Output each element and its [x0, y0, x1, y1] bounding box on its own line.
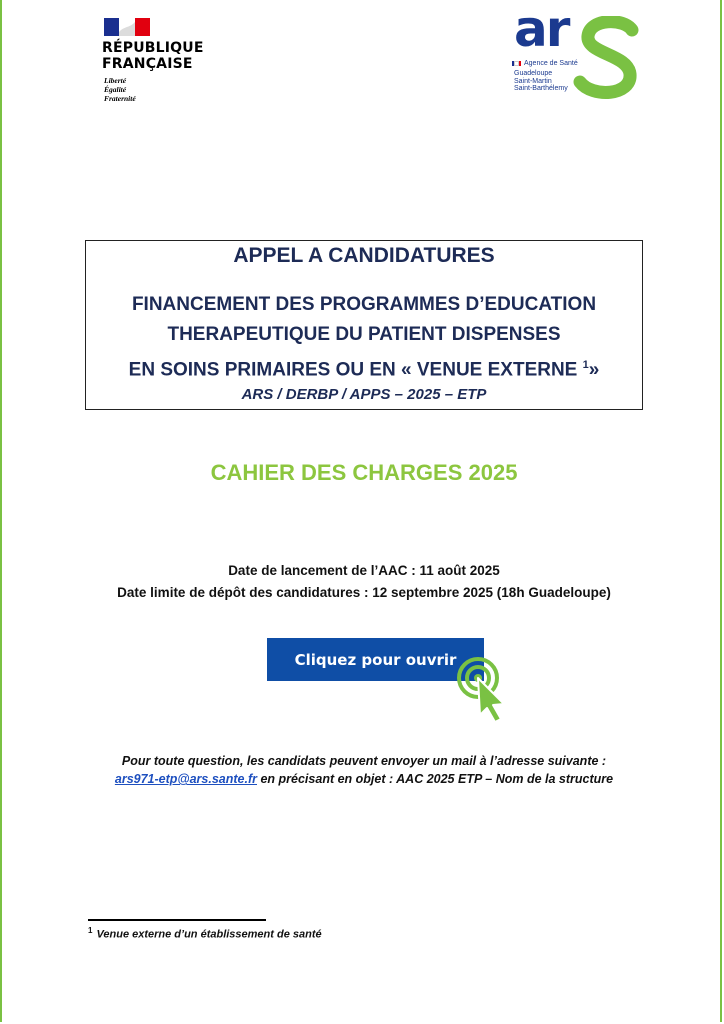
call-title: APPEL A CANDIDATURES	[233, 244, 495, 267]
deadline-date: Date limite de dépôt des candidatures : 12 septembre 2025 (18h Guadeloupe)	[117, 585, 611, 600]
subtitle-line	[86, 350, 642, 385]
ars-region: Guadeloupe Saint-Martin Saint-Barthélemy	[514, 70, 568, 92]
rf-motto	[104, 76, 136, 103]
launch-date: Date de lancement de l’AAC : 11 août 2025	[228, 563, 500, 578]
footnote	[88, 926, 322, 941]
call-subtitle	[86, 290, 642, 385]
footnote-text: Venue externe d’un établissement de santé	[96, 928, 322, 941]
french-flag-icon	[104, 18, 150, 36]
motto-liberte: Liberté	[104, 76, 127, 85]
mini-flag-icon	[512, 61, 521, 66]
call-reference: ARS / DERBP / APPS – 2025 – ETP	[241, 386, 487, 403]
pointer-click-icon	[456, 656, 512, 726]
motto-egalite: Égalité	[104, 85, 127, 94]
cahier-heading: CAHIER DES CHARGES 2025	[210, 460, 518, 485]
ars-agency-line	[512, 60, 578, 67]
ars-logo	[510, 0, 650, 104]
ars-agency-label: Agence de Santé	[524, 60, 578, 67]
footnote-divider	[88, 919, 266, 921]
contact-subject: en précisant en objet : AAC 2025 ETP – Nom de la structure	[257, 772, 614, 786]
contact-line: Pour toute question, les candidats peuvent envoyer un mail à l’adresse suivante :	[121, 754, 607, 768]
footnote-mark: 1	[88, 926, 93, 935]
contact-block	[2, 752, 724, 788]
subtitle-line: THERAPEUTIQUE DU PATIENT DISPENSES	[167, 324, 561, 345]
ars-s-icon	[572, 16, 644, 100]
subtitle-line: FINANCEMENT DES PROGRAMMES D’EDUCATION	[131, 294, 597, 315]
contact-email-link[interactable]: ars971-etp@ars.sante.fr	[114, 772, 257, 786]
contact-line	[2, 770, 724, 788]
rf-name: RÉPUBLIQUE FRANÇAISE	[102, 40, 204, 72]
title-box	[85, 240, 643, 410]
open-button[interactable]: Cliquez pour ouvrir	[267, 638, 484, 681]
motto-fraternite: Fraternité	[104, 94, 136, 103]
footnote-ref: 1	[582, 359, 589, 371]
closing-quote: »	[588, 359, 600, 381]
ars-wordmark: ar	[514, 0, 569, 58]
subtitle-line-text: EN SOINS PRIMAIRES OU EN « VENUE EXTERNE	[128, 359, 578, 381]
dates-block	[2, 560, 724, 604]
